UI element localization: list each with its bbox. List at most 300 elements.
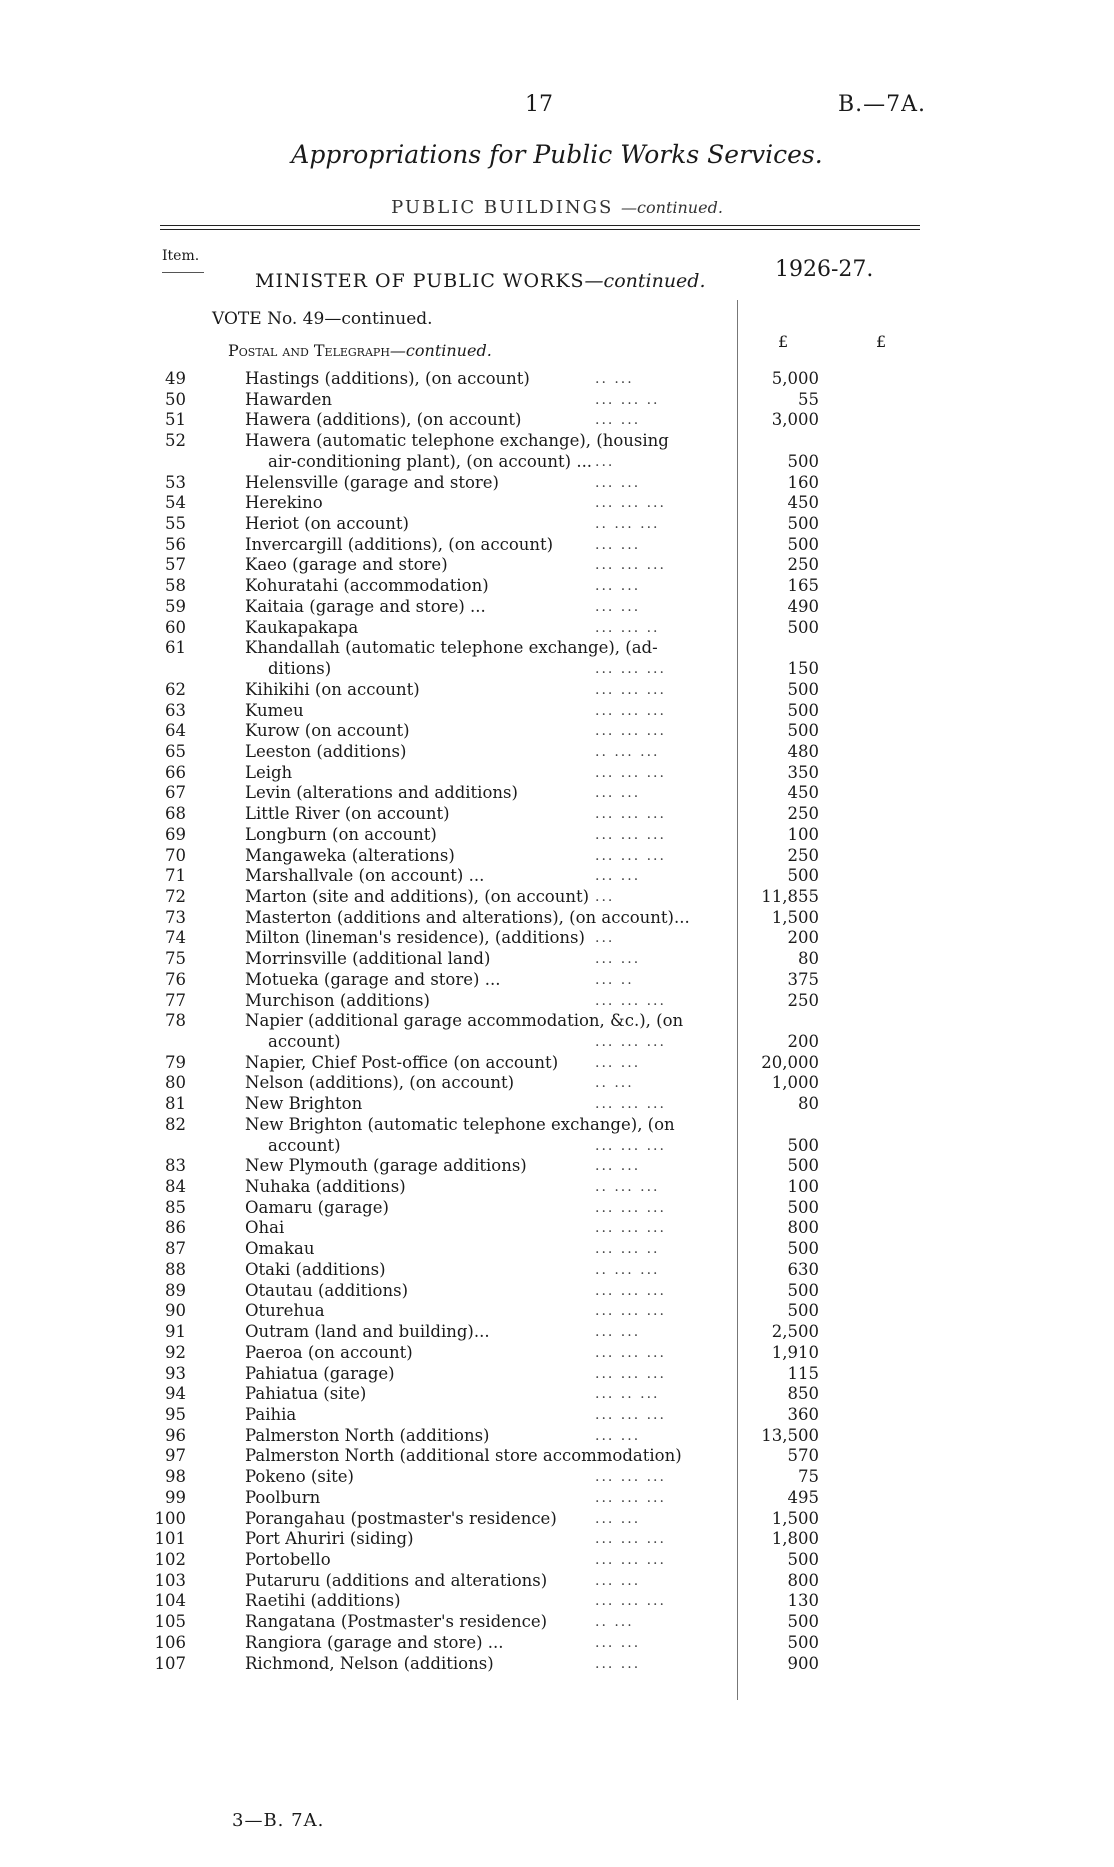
table-row xyxy=(0,970,1114,991)
table-row xyxy=(0,618,1114,639)
item-amount: 490 xyxy=(787,596,819,616)
item-description: Paihia xyxy=(245,1404,297,1424)
item-number: 89 xyxy=(165,1280,186,1300)
item-description: Napier, Chief Post-office (on account) xyxy=(245,1052,559,1072)
item-amount: 100 xyxy=(787,1177,819,1197)
item-amount: 500 xyxy=(787,1197,819,1217)
table-row xyxy=(0,1467,1114,1488)
table-row xyxy=(0,701,1114,722)
table-row xyxy=(0,1239,1114,1260)
item-description: Hastings (additions), (on account) xyxy=(245,369,530,388)
table-row xyxy=(0,1301,1114,1322)
table-row xyxy=(0,1177,1114,1198)
item-amount: 500 xyxy=(787,1612,819,1632)
item-amount: 250 xyxy=(787,555,819,575)
table-row xyxy=(0,1426,1114,1447)
item-description: Palmerston North (additional store accommodation) xyxy=(245,1446,682,1466)
table-row xyxy=(0,825,1114,846)
table-row xyxy=(0,1591,1114,1612)
vote-heading: VOTE No. 49—continued. xyxy=(212,309,433,329)
item-description: Napier (additional garage accommodation, &c.), (on xyxy=(245,1011,684,1031)
item-description: Hawera (automatic telephone exchange), (housing xyxy=(245,431,669,451)
leader-dots: .. ... xyxy=(595,371,634,387)
leader-dots: ... ... ... xyxy=(595,1220,666,1237)
leader-dots: ... ... ... xyxy=(595,681,666,698)
leader-dots: ... ... xyxy=(595,1655,641,1672)
table-row xyxy=(0,1612,1114,1633)
leader-dots: ... ... ... xyxy=(595,702,666,719)
item-number: 85 xyxy=(165,1197,186,1217)
item-amount: 375 xyxy=(787,969,819,989)
item-number: 62 xyxy=(165,679,186,699)
table-row xyxy=(0,597,1114,618)
leader-dots: ... ... ... xyxy=(595,1034,666,1050)
table-row xyxy=(0,1053,1114,1074)
item-number: 83 xyxy=(165,1156,186,1176)
item-description: Khandallah (automatic telephone exchange), (ad- xyxy=(245,638,658,658)
item-number: 67 xyxy=(165,783,186,803)
item-number: 80 xyxy=(165,1073,186,1093)
item-number: 61 xyxy=(165,638,186,658)
table-row xyxy=(0,1032,1114,1053)
item-description: Kumeu xyxy=(245,700,304,720)
leader-dots: ... ... .. xyxy=(595,391,660,408)
item-amount: 80 xyxy=(798,949,819,969)
table-row xyxy=(0,390,1114,411)
item-description: New Brighton (automatic telephone exchange), (on xyxy=(245,1114,675,1134)
item-number: 71 xyxy=(165,866,186,886)
table-row xyxy=(0,1364,1114,1385)
table-row xyxy=(0,1384,1114,1405)
item-number: 104 xyxy=(154,1591,186,1611)
item-description: Rangatana (Postmaster's residence) xyxy=(245,1612,548,1632)
item-number: 99 xyxy=(165,1487,186,1507)
item-number: 100 xyxy=(154,1508,186,1528)
leader-dots: ... ... ... xyxy=(595,495,666,512)
item-number: 69 xyxy=(165,824,186,844)
leader-dots: ... ... ... xyxy=(595,1489,666,1506)
item-amount: 500 xyxy=(787,514,819,534)
leader-dots: ... ... ... xyxy=(595,1303,666,1320)
item-amount: 500 xyxy=(787,1280,819,1300)
leader-dots: .. ... ... xyxy=(595,743,660,760)
item-description: Pokeno (site) xyxy=(245,1467,354,1487)
table-row xyxy=(0,1073,1114,1094)
item-number: 63 xyxy=(165,700,186,720)
leader-dots: ... ... xyxy=(595,951,641,968)
year-column-header: 1926-27. xyxy=(775,257,874,282)
item-amount: 1,500 xyxy=(771,1508,819,1528)
table-row xyxy=(0,908,1114,929)
leader-dots: ... ... ... xyxy=(595,847,666,864)
leader-dots: ... ... xyxy=(595,1158,641,1175)
leader-dots: ... ... xyxy=(595,536,641,553)
leader-dots: ... ... xyxy=(595,598,641,615)
table-row xyxy=(0,1343,1114,1364)
item-number: 56 xyxy=(165,534,186,554)
item-amount: 800 xyxy=(787,1570,819,1590)
leader-dots: ... ... ... xyxy=(595,661,666,678)
leader-dots: ... ... xyxy=(595,785,641,802)
item-amount: 5,000 xyxy=(771,369,819,388)
item-number: 53 xyxy=(165,472,186,492)
item-amount: 11,855 xyxy=(761,886,819,906)
item-amount: 1,800 xyxy=(771,1529,819,1549)
item-amount: 900 xyxy=(787,1653,819,1673)
item-amount: 500 xyxy=(787,700,819,720)
item-description: Oturehua xyxy=(245,1301,325,1321)
item-number: 75 xyxy=(165,949,186,969)
table-row xyxy=(0,1654,1114,1675)
item-amount: 250 xyxy=(787,845,819,865)
table-row xyxy=(0,410,1114,431)
item-number: 90 xyxy=(165,1301,186,1321)
item-number: 66 xyxy=(165,762,186,782)
leader-dots: .. ... ... xyxy=(595,1179,660,1196)
item-description: Nelson (additions), (on account) xyxy=(245,1073,515,1093)
item-amount: 450 xyxy=(787,783,819,803)
item-description: Heriot (on account) xyxy=(245,514,409,534)
table-row xyxy=(0,1094,1114,1115)
leader-dots: ... ... xyxy=(595,474,641,491)
item-number: 106 xyxy=(154,1632,186,1652)
item-number: 77 xyxy=(165,990,186,1010)
table-row xyxy=(0,1405,1114,1426)
leader-dots: ... ... xyxy=(595,1427,641,1444)
page-title: Appropriations for Public Works Services. xyxy=(291,140,823,169)
item-amount: 500 xyxy=(787,866,819,886)
currency-column-2: £ xyxy=(876,332,887,351)
leader-dots: ... ... ... xyxy=(595,1137,666,1154)
item-number: 101 xyxy=(154,1529,186,1549)
item-amount: 1,000 xyxy=(771,1073,819,1093)
leader-dots: ... ... xyxy=(595,412,641,429)
item-description: Marshallvale (on account) ... xyxy=(245,866,485,886)
category-suffix: —continued. xyxy=(389,341,492,360)
item-number: 86 xyxy=(165,1218,186,1238)
item-number: 55 xyxy=(165,514,186,534)
item-description: Rangiora (garage and store) ... xyxy=(245,1632,504,1652)
item-amount: 200 xyxy=(787,1032,819,1051)
item-number: 103 xyxy=(154,1570,186,1590)
category-heading xyxy=(228,341,492,360)
item-number: 65 xyxy=(165,741,186,761)
item-amount: 100 xyxy=(787,824,819,844)
item-description: Pahiatua (garage) xyxy=(245,1363,395,1383)
table-row xyxy=(0,928,1114,949)
leader-dots: ... ... ... xyxy=(595,1344,666,1361)
item-description: Ohai xyxy=(245,1218,285,1238)
item-description: Kihikihi (on account) xyxy=(245,679,420,699)
item-amount: 1,910 xyxy=(771,1342,819,1362)
leader-dots: ... ... ... xyxy=(595,826,666,843)
table-row xyxy=(0,473,1114,494)
item-number: 68 xyxy=(165,804,186,824)
table-row xyxy=(0,576,1114,597)
item-number: 95 xyxy=(165,1404,186,1424)
item-description: Porangahau (postmaster's residence) xyxy=(245,1508,557,1528)
item-description: Milton (lineman's residence), (additions) xyxy=(245,928,585,948)
table-row xyxy=(0,1218,1114,1239)
item-amount: 630 xyxy=(787,1259,819,1279)
leader-dots: ... ... xyxy=(595,1324,641,1341)
item-amount: 500 xyxy=(787,1156,819,1176)
item-amount: 500 xyxy=(787,617,819,637)
header-rule-top xyxy=(160,225,920,226)
item-description: Motueka (garage and store) ... xyxy=(245,969,501,989)
leader-dots: ... ... ... xyxy=(595,1096,666,1113)
item-description: Oamaru (garage) xyxy=(245,1197,389,1217)
item-amount: 115 xyxy=(787,1363,819,1383)
table-row xyxy=(0,783,1114,804)
item-number: 105 xyxy=(154,1612,186,1632)
table-row xyxy=(0,659,1114,680)
item-number: 49 xyxy=(165,369,186,388)
leader-dots: ... ... xyxy=(595,868,641,885)
item-number: 51 xyxy=(165,410,186,430)
item-description: Levin (alterations and additions) xyxy=(245,783,518,803)
item-number: 57 xyxy=(165,555,186,575)
leader-dots: ... ... .. xyxy=(595,619,660,636)
item-amount: 3,000 xyxy=(771,410,819,430)
table-row xyxy=(0,804,1114,825)
item-description: Longburn (on account) xyxy=(245,824,437,844)
ministry-heading xyxy=(255,270,706,292)
item-number: 72 xyxy=(165,886,186,906)
table-row xyxy=(0,1156,1114,1177)
table-row xyxy=(0,721,1114,742)
item-amount: 130 xyxy=(787,1591,819,1611)
item-description: Hawera (additions), (on account) xyxy=(245,410,522,430)
table-row xyxy=(0,1136,1114,1157)
item-number: 79 xyxy=(165,1052,186,1072)
item-number: 102 xyxy=(154,1549,186,1569)
item-number: 88 xyxy=(165,1259,186,1279)
item-number: 82 xyxy=(165,1114,186,1134)
item-number: 107 xyxy=(154,1653,186,1673)
item-amount: 75 xyxy=(798,1467,819,1487)
item-number: 87 xyxy=(165,1239,186,1259)
item-number: 81 xyxy=(165,1094,186,1114)
item-amount: 1,500 xyxy=(771,907,819,927)
leader-dots: ... ... ... xyxy=(595,1531,666,1548)
item-description: account) xyxy=(268,1135,341,1155)
leader-dots: ... ... ... xyxy=(595,806,666,823)
item-number: 59 xyxy=(165,596,186,616)
item-number: 98 xyxy=(165,1467,186,1487)
item-amount: 80 xyxy=(798,1094,819,1114)
item-number: 74 xyxy=(165,928,186,948)
leader-dots: ... xyxy=(595,453,615,470)
leader-dots: ... ... xyxy=(595,1572,641,1589)
item-description: Richmond, Nelson (additions) xyxy=(245,1653,494,1673)
table-row xyxy=(0,431,1114,452)
item-description: Helensville (garage and store) xyxy=(245,472,499,492)
leader-dots: ... .. xyxy=(595,971,634,988)
item-description: Kurow (on account) xyxy=(245,721,410,741)
item-number: 92 xyxy=(165,1342,186,1362)
item-description: New Plymouth (garage additions) xyxy=(245,1156,527,1176)
table-row xyxy=(0,369,1114,390)
table-row xyxy=(0,846,1114,867)
item-description: Leeston (additions) xyxy=(245,741,407,761)
leader-dots: ... ... .. xyxy=(595,1241,660,1258)
item-amount: 250 xyxy=(787,804,819,824)
leader-dots: ... ... ... xyxy=(595,1469,666,1486)
item-description: Putaruru (additions and alterations) xyxy=(245,1570,548,1590)
table-row xyxy=(0,535,1114,556)
item-description: Kaitaia (garage and store) ... xyxy=(245,596,486,616)
table-row xyxy=(0,742,1114,763)
leader-dots: ... ... ... xyxy=(595,1199,666,1216)
item-description: Herekino xyxy=(245,493,323,513)
item-amount: 570 xyxy=(787,1446,819,1466)
item-number: 93 xyxy=(165,1363,186,1383)
item-amount: 500 xyxy=(787,534,819,554)
item-amount: 495 xyxy=(787,1487,819,1507)
appropriations-table xyxy=(0,369,1114,1674)
leader-dots: ... ... ... xyxy=(595,992,666,1009)
leader-dots: ... ... ... xyxy=(595,723,666,740)
item-description: Poolburn xyxy=(245,1487,321,1507)
leader-dots: ... xyxy=(595,930,615,947)
table-row xyxy=(0,991,1114,1012)
item-description: Marton (site and additions), (on account) xyxy=(245,886,590,906)
leader-dots: .. ... xyxy=(595,1075,634,1092)
table-row xyxy=(0,1011,1114,1032)
item-amount: 2,500 xyxy=(771,1322,819,1342)
page-footer: 3—B. 7A. xyxy=(232,1810,325,1831)
item-description: Kohuratahi (accommodation) xyxy=(245,576,489,596)
table-row xyxy=(0,638,1114,659)
item-description: Murchison (additions) xyxy=(245,990,430,1010)
item-amount: 250 xyxy=(787,990,819,1010)
leader-dots: .. ... xyxy=(595,1614,634,1631)
leader-dots: ... xyxy=(595,888,615,905)
section-heading xyxy=(0,197,1114,218)
leader-dots: ... ... ... xyxy=(595,1551,666,1568)
item-description: Palmerston North (additions) xyxy=(245,1425,490,1445)
item-amount: 360 xyxy=(787,1404,819,1424)
item-description: Little River (on account) xyxy=(245,804,450,824)
item-number: 70 xyxy=(165,845,186,865)
table-row xyxy=(0,1529,1114,1550)
item-number: 73 xyxy=(165,907,186,927)
table-row xyxy=(0,1281,1114,1302)
item-amount: 500 xyxy=(787,721,819,741)
item-description: Invercargill (additions), (on account) xyxy=(245,534,554,554)
item-amount: 500 xyxy=(787,679,819,699)
header-rule-bottom xyxy=(160,229,920,230)
item-number: 97 xyxy=(165,1446,186,1466)
item-number: 78 xyxy=(165,1011,186,1031)
table-row xyxy=(0,555,1114,576)
item-description: Otautau (additions) xyxy=(245,1280,409,1300)
item-column-header: Item. xyxy=(162,248,200,264)
table-row xyxy=(0,1115,1114,1136)
table-row xyxy=(0,514,1114,535)
item-amount: 500 xyxy=(787,1301,819,1321)
item-number: 76 xyxy=(165,969,186,989)
currency-column-1: £ xyxy=(778,332,789,351)
item-description: Pahiatua (site) xyxy=(245,1384,367,1404)
table-row xyxy=(0,1198,1114,1219)
item-amount: 350 xyxy=(787,762,819,782)
item-description: Outram (land and building)... xyxy=(245,1322,490,1342)
table-row xyxy=(0,1633,1114,1654)
item-number: 91 xyxy=(165,1322,186,1342)
leader-dots: ... ... ... xyxy=(595,764,666,781)
leader-dots: .. ... ... xyxy=(595,1261,660,1278)
leader-dots: ... ... ... xyxy=(595,1365,666,1382)
item-description: Paeroa (on account) xyxy=(245,1342,413,1362)
table-row xyxy=(0,452,1114,473)
leader-dots: ... ... ... xyxy=(595,1593,666,1610)
item-number: 84 xyxy=(165,1177,186,1197)
item-amount: 850 xyxy=(787,1384,819,1404)
item-amount: 165 xyxy=(787,576,819,596)
leader-dots: ... ... xyxy=(595,1634,641,1651)
item-amount: 500 xyxy=(787,1632,819,1652)
item-amount: 480 xyxy=(787,741,819,761)
ministry-title: MINISTER OF PUBLIC WORKS xyxy=(255,270,585,292)
item-description: Raetihi (additions) xyxy=(245,1591,401,1611)
section-suffix: —continued. xyxy=(621,198,723,217)
leader-dots: ... ... ... xyxy=(595,557,666,574)
item-description: air-conditioning plant), (on account) ... xyxy=(268,451,593,471)
item-amount: 200 xyxy=(787,928,819,948)
item-column-rule xyxy=(162,272,204,273)
item-amount: 500 xyxy=(787,451,819,471)
item-amount: 800 xyxy=(787,1218,819,1238)
item-number: 94 xyxy=(165,1384,186,1404)
item-amount: 13,500 xyxy=(761,1425,819,1445)
item-number: 52 xyxy=(165,431,186,451)
leader-dots: ... ... ... xyxy=(595,1406,666,1423)
item-description: Masterton (additions and alterations), (on account)... xyxy=(245,907,690,927)
item-number: 96 xyxy=(165,1425,186,1445)
item-description: Leigh xyxy=(245,762,293,782)
table-row xyxy=(0,1446,1114,1467)
item-amount: 500 xyxy=(787,1239,819,1259)
table-row xyxy=(0,866,1114,887)
table-row xyxy=(0,680,1114,701)
leader-dots: ... ... xyxy=(595,578,641,595)
item-number: 54 xyxy=(165,493,186,513)
item-description: Nuhaka (additions) xyxy=(245,1177,406,1197)
item-amount: 450 xyxy=(787,493,819,513)
item-amount: 500 xyxy=(787,1135,819,1155)
item-description: Morrinsville (additional land) xyxy=(245,949,491,969)
table-row xyxy=(0,1509,1114,1530)
item-number: 64 xyxy=(165,721,186,741)
page-number: 17 xyxy=(525,92,553,117)
item-description: New Brighton xyxy=(245,1094,363,1114)
table-row xyxy=(0,949,1114,970)
leader-dots: ... ... ... xyxy=(595,1282,666,1299)
section-title: PUBLIC BUILDINGS xyxy=(391,197,614,218)
item-description: Hawarden xyxy=(245,389,333,409)
item-amount: 150 xyxy=(787,659,819,679)
item-amount: 500 xyxy=(787,1549,819,1569)
table-row xyxy=(0,1260,1114,1281)
item-description: Port Ahuriri (siding) xyxy=(245,1529,414,1549)
leader-dots: ... ... xyxy=(595,1054,641,1071)
item-description: account) xyxy=(268,1032,341,1051)
item-description: Mangaweka (alterations) xyxy=(245,845,455,865)
table-row xyxy=(0,1571,1114,1592)
item-description: Kaeo (garage and store) xyxy=(245,555,448,575)
